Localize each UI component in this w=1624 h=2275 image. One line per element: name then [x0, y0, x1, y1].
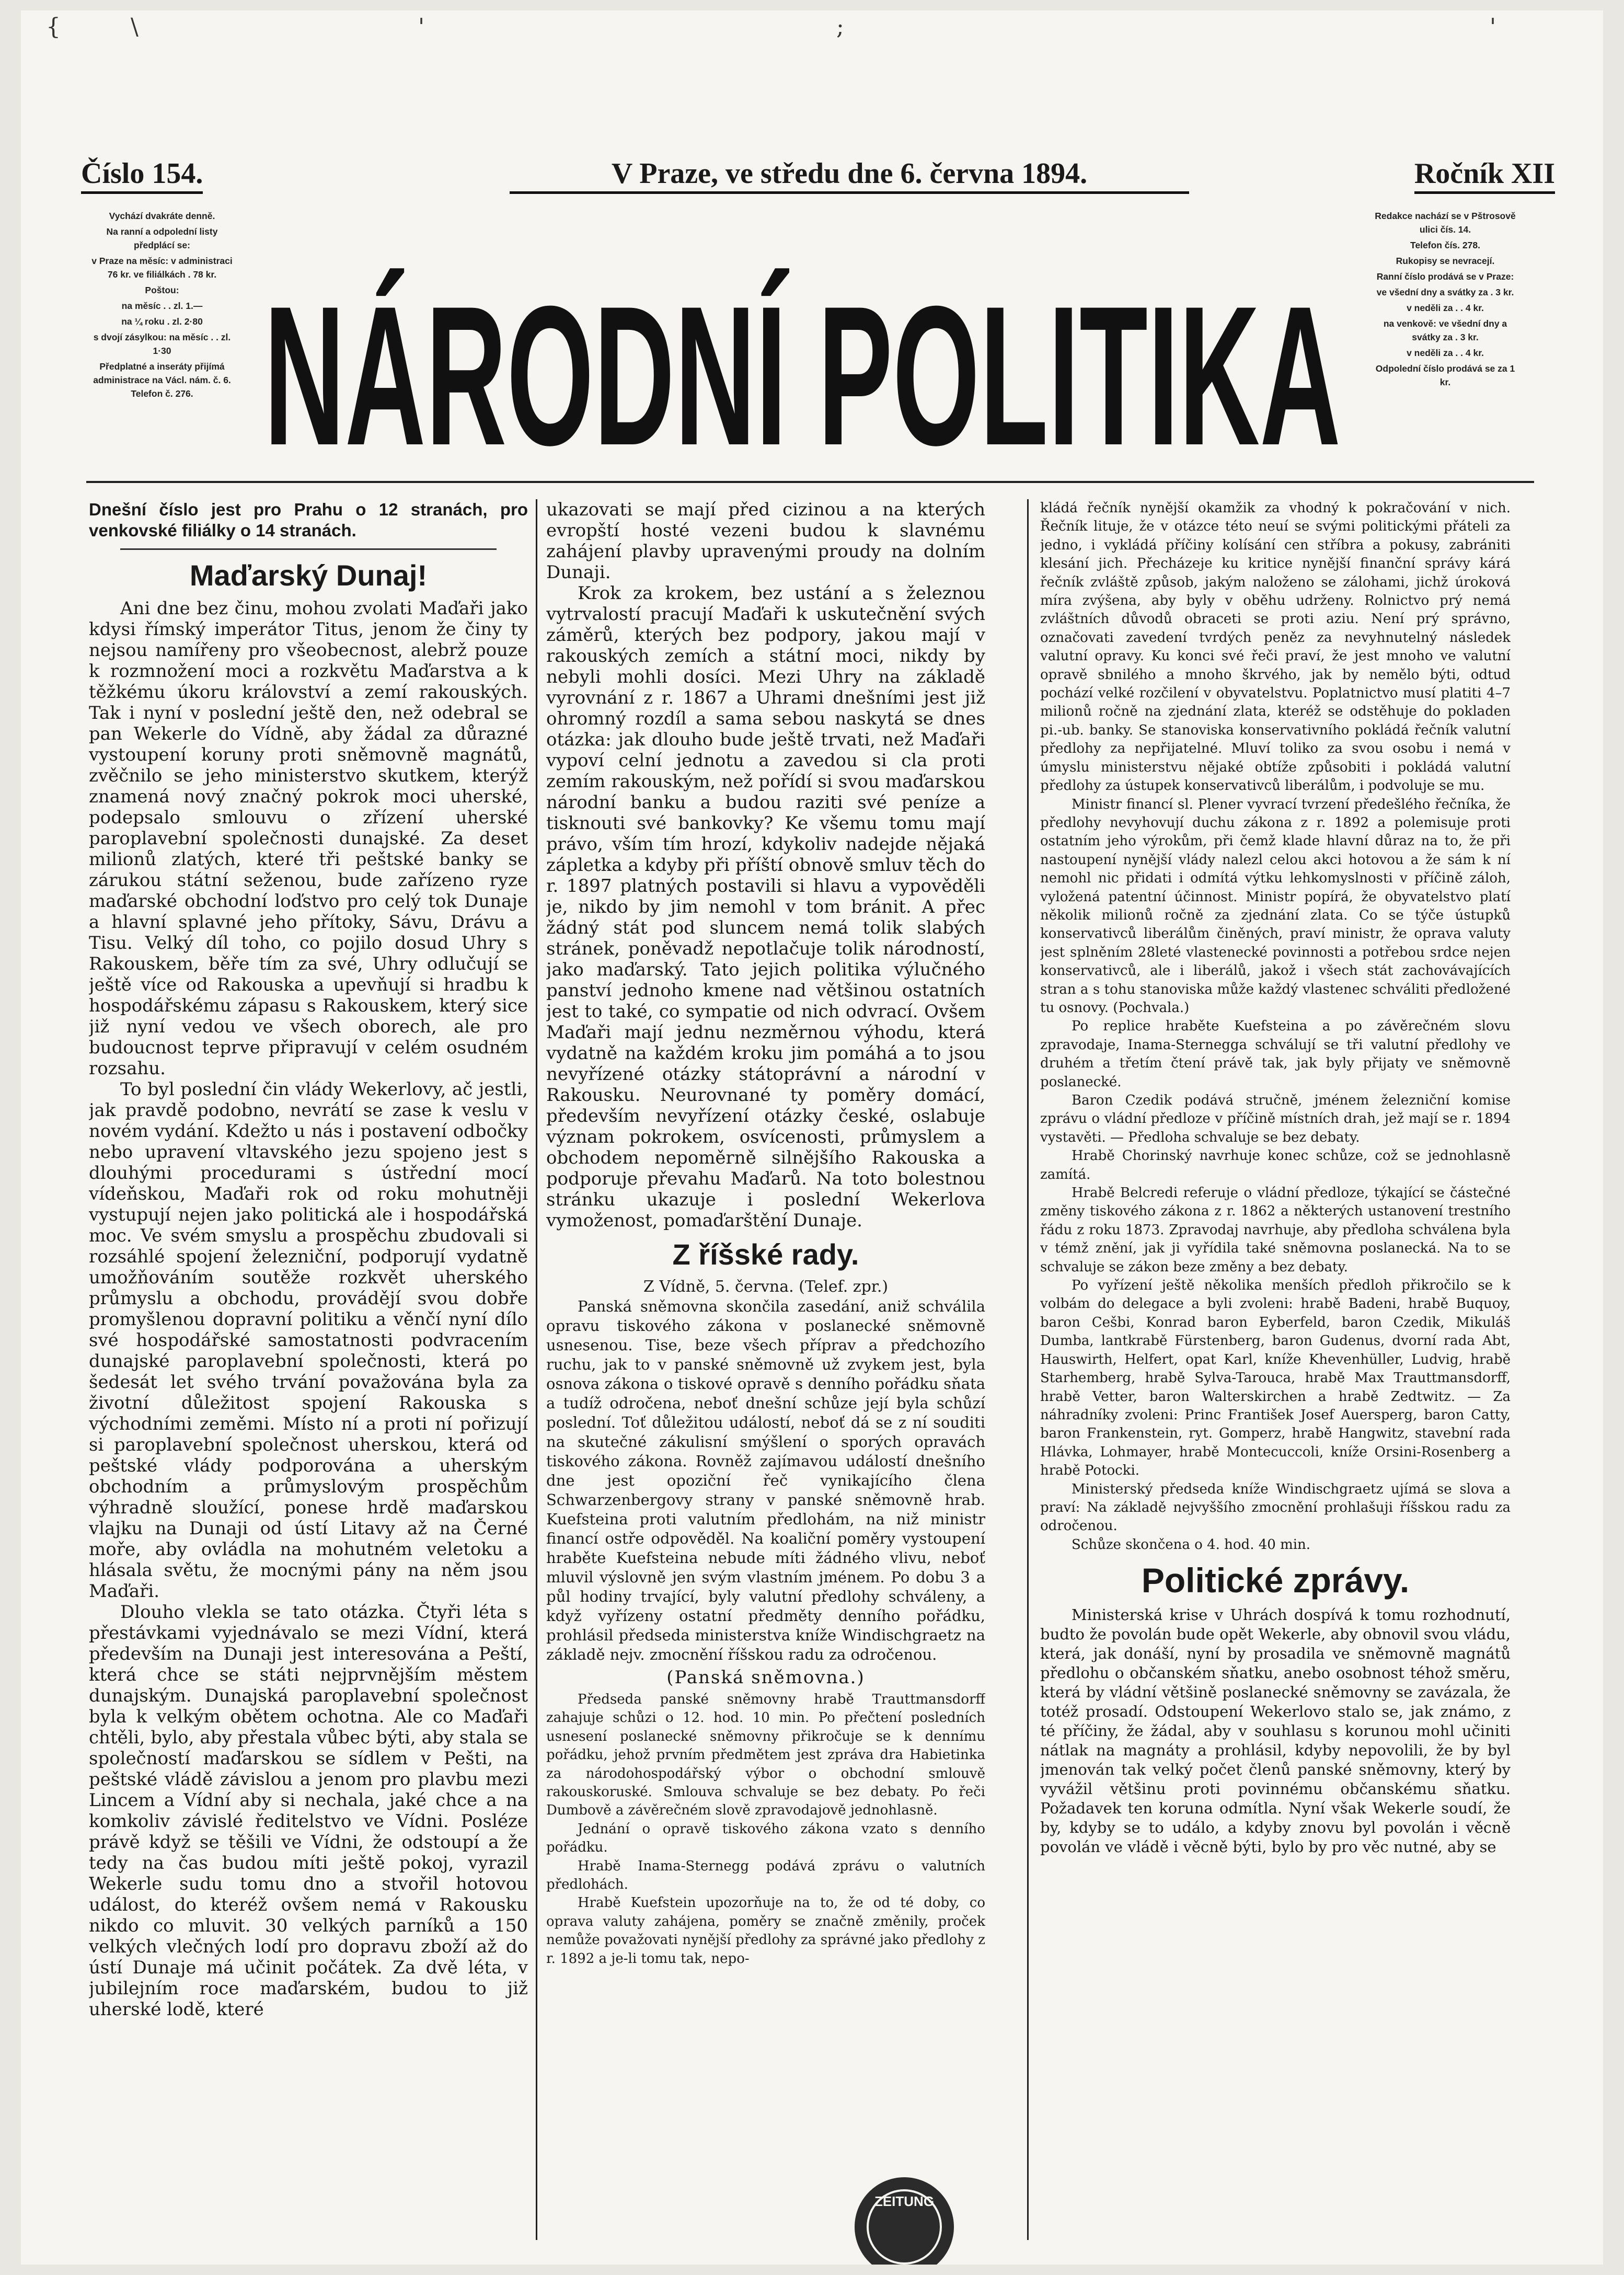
article-paragraph: ukazovati se mají před cizinou a na kterých evropští hosté vezeni budou k slavnému zahájení plavby upravenými proudy na dolním Dunaji. — [546, 499, 985, 583]
separator — [120, 548, 497, 550]
article-paragraph: Krok za krokem, bez ustání a s železnou vytrvalostí pracují Maďaři k uskutečnění svých záměrů, kterých bez podpory, jakou mají v rakouských zemích a státní moci, nikdy by nebyli mohli dosíci. Mezi Uhry na základě vyrovnání z r. 1867 a Uhrami dnešními jest již ohromný rozdíl a sama sebou naskytá se dnes otázka: jak dlouho bude ještě trvati, než Maďaři vypoví celní jednotu a zavedou si cla proti zemím rakouským, než pořídí si svou maďarskou národní banku a budou raziti své peníze a tisknouti své bankovky? Ke všemu tomu mají právo, vším tím hrozí, kdykoliv nadejde nějaká zápletka a kdyby při příští obnově smluv těch do r. 1897 platných postavili si hlavu a vypověděli je, nikdo by jim nemohl v tom bránit. A přec žádný stát pod sluncem nemá tolik slabých stránek, poněvadž nepotlačuje tolik národností, jako maďarský. Tato jejich politika výlučného panství jednoho kmene nad většinou ostatních jest to také, co sympatie od nich odvrací. Ovšem Maďaři mají jednu nezměrnou výhodu, která vydatně na každém kroku jim pomáhá a to jsou nevyřízené otázky státoprávní a národní v Rakousku. Neurovnané ty poměry domácí, především nevyřízení otázky české, oslabuje význam pokrokem, osvícenosti, průmyslem a obchodem nepoměrně silnějšího Rakouska a podporuje převahu Maďarů. Na toto bolestnou stránku ukazuje i poslední Wekerlova vymoženost, pomaďarštění Dunaje. — [546, 583, 985, 1231]
report-paragraph: Po replice hraběte Kuefsteina a po závěrečném slovu zpravodaje, Inama-Sternegga schválují se tři valutní předlohy ve druhém a třetím čtení právě tak, jak byly přijaty ve sněmovně poslanecké. — [1040, 1018, 1511, 1090]
side-line: Ranní číslo prodává se v Praze: — [1376, 271, 1514, 282]
report-paragraph: Předseda panské sněmovny hrabě Trauttmansdorff zahajuje schůzi o 12. hod. 10 min. Po přečtení posledních usnesení poslanecké sněmovny přikročuje se k dennímu pořádku, jehož prvním předmětem jest zpráva dra Habietinka za národohospodářský výbor o obchodní smlouvě rakouskoruské. Smlouva schvaluje se bez debaty. Po řeči Dumbově a závěrečném slově zpravodajově jednohlasně. — [546, 1692, 985, 1819]
section-heading: Politické zprávy. — [1141, 1561, 1410, 1600]
library-stamp — [852, 2169, 957, 2265]
column-1 — [89, 499, 528, 2245]
edge-mark: { — [46, 14, 61, 40]
edge-mark: ' — [1490, 14, 1496, 40]
side-line: na venkově: ve všední dny a svátky za . 3 kr. — [1383, 318, 1507, 342]
side-line: na ¼ roku . zl. 2·80 — [121, 316, 203, 327]
column-2 — [546, 499, 985, 2245]
side-line: Redakce nachází se v Pštrosově ulici čís. 14. — [1375, 211, 1516, 235]
dateline: Z Vídně, 5. června. (Telef. zpr.) — [643, 1278, 889, 1296]
side-line: v neděli za . . 4 kr. — [1407, 348, 1484, 358]
side-line: Předplatné a inseráty přijímá administrace na Václ. nám. č. 6. Telefon č. 276. — [93, 361, 231, 399]
side-line: Rukopisy se nevracejí. — [1396, 256, 1495, 266]
side-line: ve všední dny a svátky za . 3 kr. — [1376, 287, 1514, 297]
side-line: s dvojí zásylkou: na měsíc . . zl. 1·30 — [93, 332, 231, 356]
report-paragraph: Baron Czedik podává stručně, jménem železniční komise zprávu o vládní předloze v příčině místních drah, jež mají se r. 1894 vystavěti. — Předloha schvaluje se bez debaty. — [1040, 1093, 1511, 1145]
report-paragraph: Ministerský předseda kníže Windischgraetz ujímá se slova a praví: Na základě nejvyššího zmocnění prohlašuji říšskou radu za odročenou. — [1040, 1481, 1511, 1534]
side-line: Telefon čís. 278. — [1410, 240, 1480, 250]
report-paragraph: Ministr financí sl. Plener vyvrací tvrzení předešlého řečníka, že předlohy nevyhovují duchu zákona z r. 1892 a polemisuje proti ostatním jeho výrokům, při čemž klade hlavní důraz na to, že při nastoupení nynější vlády nalezl celou akci hotovou a že sám k ní nemohl nic přidati i odmítá výtku lehkomyslnosti v příčině záloh, vyložená patentní účinnost. Ministr popírá, že obyvatelstvo platí několik milionů ročně za zjednání zlata. Co se týče ústupků konservativců liberálům činěných, praví ministr, že oprava valuty jest splněním 28leté vlastenecké povinnosti a potřebou srdce nejen konservativců, ale i liberálů, jakož i všech stát zachovávajících stran a s tohu stanoviska může každý vlastenec schváliti předložené tu osnovy. (Pochvala.) — [1040, 796, 1511, 1016]
report-paragraph: Hrabě Kuefstein upozorňuje na to, že od té doby, co oprava valuty zahájena, poměry se značně změnily, proček nemůže považovati nynější předlohy za správné jako předlohy z r. 1892 a je-li tomu tak, nepo- — [546, 1895, 985, 1967]
editorial-info — [1369, 209, 1521, 391]
article-paragraph: Dlouho vlekla se tato otázka. Čtyři léta s přestávkami vyjednávalo se mezi Vídní, která především na Dunaji jest interesována a Peští, která chce se státi nejprvnějším městem dunajským. Dunajská paroplavební společnost byla k velkým obětem ochotna. Ale co Maďaři chtěli, bylo, aby přestala vůbec býti, aby stala se společností maďarskou se sídlem v Pešti, na peštské vládě závislou a jenom pro plavbu mezi Lincem a Vídní aby si nechala, jaké chce a na komkoliv závislé ředitelstvo ve Vídni. Posléze právě když se těšili ve Vídni, že odstoupí a že tedy na čas budou míti ještě pokoj, vyrazil Wekerle sudu tomu dno a stvořil hotovou událost, do kteréž ovšem nemá v Rakousku nikdo co mluvit. 30 velkých parníků a 150 velkých vlečných lodí pro dopravu zboží až do ústí Dunaje má učinit počátek. Za dvě léta, v jubilejním roce maďarském, budou to již uherské lodě, které — [89, 1602, 528, 2020]
side-line: Poštou: — [145, 285, 179, 295]
edge-mark: \ — [131, 14, 139, 40]
report-paragraph: kládá řečník nynější okamžik za vhodný k pokračování v nich. Řečník lituje, že v otázce této neuí se svými politickými přáteli za jedno, i vykládá příčiny kolísání cen stříbra a pokusy, zabrániti klesání jich. Přecházeje ku kritice nynější finanční správy kárá řečník zvláště způsob, jakým naloženo se zálohami, jichž úroková míra zvýšena, aby byly v oběhu udrženy. Rolnictvo prý nemá zvláštních důvodů obraceti se proti aziu. Není prý správno, označovati zavedení tvrdých peněz za nevyhnutelný následek valutní opravy. Ku konci své řeči praví, že jest mnoho ve valutní opravě sbnilého a mnoho škrvého, jak by nemělo býti, odtud pochází velké rozčilení v obyvatelstvu. Poplatnictvo musí platiti 4–7 milionů ročně na zjednání zlata, kteréž se odstěhuje do pokladen pi.-ub. banky. Se stanoviska konservativního pokládá řečník valutní předlohy za nepřijatelné. Mluví toliko za svou osobu i nemá v úmyslu ministerstvu nějaké obtíže způsobiti i pokládá valutní předlohy za ústupek konservativců liberálům, i podvoluje se mu. — [1040, 500, 1511, 794]
edge-mark: ' — [418, 14, 425, 40]
report-paragraph: Po vyřízení ještě několika menších předloh přikročilo se k volbám do delegace a byli zvoleni: hrabě Badeni, hrabě Buquoy, baron Cešbi, Konrad baron Eyberfeld, baron Czedik, Mikuláš Dumba, lantkrabě Fürstenberg, baron Gudenus, dvorní rada Abt, Hauswirth, Helfert, opat Karl, kníže Khevenhüller, Ludvig, hrabě Starhemberg, hrabě Sylva-Tarouca, hrabě Max Trauttmansdorff, hrabě Vetter, baron Walterskirchen a hrabě Zedtwitz. — Za náhradníky zvoleni: Princ František Josef Auersperg, baron Catty, baron Frankenstein, ryt. Gomperz, hrabě Hangwitz, stavební rada Hlávka, Lohmayer, hrabě Montecuccoli, kníže Orsini-Rosenberg a hrabě Potocki. — [1040, 1278, 1511, 1479]
header-rule — [86, 481, 1534, 483]
report-paragraph: Hrabě Chorinský navrhuje konec schůze, což se jednohlasně zamítá. — [1040, 1148, 1511, 1182]
side-line: v Praze na měsíc: v administraci 76 kr. ve filiálkách . 78 kr. — [91, 256, 233, 280]
section-heading: Z říšské rady. — [672, 1238, 859, 1271]
side-line: na měsíc . . zl. 1.— — [121, 301, 203, 311]
side-line: Na ranní a odpolední listy předplácí se: — [106, 226, 218, 250]
masthead-text: NÁRODNÍ POLITIKA — [264, 265, 1341, 470]
volume-number: Ročník XII — [1414, 157, 1555, 194]
page-edge-marks — [21, 10, 1603, 42]
report-paragraph: Panská sněmovna skončila zasedání, aniž schválila opravu tiskového zákona v poslanecké sněmovně usnesenou. Tise, beze všech příprav a předchozího ruchu, jak to v panské sněmovně už zvykem jest, byla osnova zákona o tiskové opravě s denního pořádku sňata a tudíž odročena, neboť dnešní schůze její byla schůzí poslední. Toť důležitou událostí, neboť dá se z ní souditi na skutečné zákulisní smýšlení o sporých opravách tiskového zákona. Rovněž zajímavou událostí dnešního dne jest opoziční řeč vynikajícího člena Schwarzenbergovy strany v panské sněmovně hrab. Kuefsteina proti valutním předlohám, na niž ministr financí ostře odpověděl. Na koaliční poměry vystoupení hraběte Kuefsteina nebude míti žádného vlivu, neboť mluvil výslovně jen svým vlastním jménem. Po dobu 3 a půl hodiny trvající, byly valutní předlohy schváleny, a když vyřízeny ostatní předměty denního pořádku, prohlásil předseda ministerstva kníže Windischgraetz na základě nejv. zmocnění říšskou radu za odročenou. — [546, 1297, 985, 1663]
edge-mark: ; — [836, 14, 844, 40]
newspaper-page — [21, 10, 1603, 2265]
subsection-heading: (Panská sněmovna.) — [666, 1667, 865, 1688]
article-paragraph: Ani dne bez činu, mohou zvolati Maďaři jako kdysi římský imperátor Titus, jenom že činy ty nejsou namířeny pro všeobecnost, alebrž pouze k rozmnožení moci a rozkvětu Maďarstva a k těžkému úkoru království a zemí rakouských. Tak i nyní v poslední ještě den, než odebral se pan Wekerle do Vídně, aby žádal za důrazné vystoupení koruny proti sněmovně magnátů, zvěčnilo se jeho ministerstvo skutkem, kterýž znamená nový značný pokrok moci uherské, podepsalo smlouvu o zřízení uherské paroplavební společnosti dunajské. Za deset milionů zlatých, které tři peštské banky se zárukou státní seženou, bude zařízeno ryze maďarské obchodní loďstvo pro celý tok Dunaje a hlavní splavné jeho přítoky, Sávu, Drávu a Tisu. Velký díl toho, co pojilo dosud Uhry s Rakouskem, běře tím za své, Uhry odlučují se ještě více od Rakouska a upevňují si hradbu k hospodářskému zápasu s Rakouskem, který sice již nyní vedou ve všech oborech, ale pro budoucnost teprve připravují v celém osudném rozsahu. — [89, 598, 528, 1079]
news-paragraph: Ministerská krise v Uhrách dospívá k tomu rozhodnutí, budto že povolán bude opět Wekerle, aby obnovil svou vládu, která, jak donáší, nyní by prosadila ve sněmovně magnátů předlohu o občanském sňatku, anebo osobnost téhož směru, která by vládní většině poslanecké sněmovny se zavázala, že totéž prosadí. Odstoupení Wekerlovo stalo se, jak známo, z té příčiny, že žádal, aby v souhlasu s korunou mohl učiniti nátlak na magnáty a prohlásil, kdyby nepovolili, že by byl jmenován tak velký počet členů panské sněmovny, který by vyvážil většinu proti povinnému občanskému sňatku. Požadavek ten koruna odmítla. Nyní však Wekerle soudí, že by, kdyby se to událo, a kdyby znovu byl povolán i věcně povolán ve vládě i věcně býti, bylo by pro věc nutné, aby se — [1040, 1606, 1511, 1856]
side-line: v neděli za . . 4 kr. — [1407, 303, 1484, 313]
issue-date: V Praze, ve středu dne 6. června 1894. — [510, 157, 1189, 194]
column-3 — [1040, 499, 1511, 2245]
article-heading: Maďarský Dunaj! — [189, 559, 428, 592]
issue-line — [81, 152, 1565, 199]
report-paragraph: Hrabě Inama-Sternegg podává zprávu o valutních předlohách. — [546, 1858, 985, 1893]
article-paragraph: To byl poslední čin vlády Wekerlovy, ač jestli, jak pravdě podobno, nevrátí se zase k veslu v novém vydání. Kdežto u nás i postavení odbočky nebo upravení vltavského jezu spojeno jest s dlouhými procedurami s ústřední mocí vídeňskou, Maďaři rok od roku mohutněji vystupují nejen jako politická ale i hospodářská moc. Ve svém smyslu a prospěchu zbudovali si rozsáhlé spojení železniční, podporují vydatně umožňováním soutěže rozkvět uherského průmyslu a obchodu, provádějí svou dobře promyšlenou dopravní politiku a věnčí nyní dílo své hospodářské samostatnosti podvracením dunajské paroplavební společnosti, která po šedesát let svého trvání považována byla za životní důležitost spojení Rakouska s východními zeměmi. Místo ní a proti ní pořizují si paroplavební společnost uherskou, která od peštské vlády podporována a uherským obchodním a průmyslovým prospěchům výhradně sloužící, ponese hrdě maďarskou vlajku na Dunaji od ústí Litavy až na Černé moře, aby ovládla na mohutném veletoku a hlásala světu, že mocnými pány na něm jsou Maďaři. — [89, 1079, 528, 1602]
lead-notice: Dnešní číslo jest pro Prahu o 12 stranách, pro venkovské filiálky o 14 stranách. — [89, 500, 528, 540]
stamp-text: ZEITUNG — [874, 2193, 935, 2209]
column-rule — [536, 499, 537, 2240]
column-rule — [1027, 499, 1029, 2240]
masthead-title — [256, 199, 1349, 470]
report-paragraph: Schůze skončena o 4. hod. 40 min. — [1072, 1536, 1311, 1553]
report-paragraph: Jednání o opravě tiskového zákona vzato s denního pořádku. — [546, 1821, 985, 1856]
side-line: Vychází dvakráte denně. — [109, 211, 215, 221]
issue-number: Číslo 154. — [81, 157, 203, 194]
side-line: Odpolední číslo prodává se za 1 kr. — [1375, 363, 1515, 387]
subscription-info — [86, 209, 238, 403]
report-paragraph: Hrabě Belcredi referuje o vládní předloze, týkající se částečné změny tiskového zákona z r. 1862 a některých ustanovení trestního řádu z roku 1873. Zpravodaj navrhuje, aby předloha schválena byla v témž znění, jak ji vyřídila také sněmovna poslanecká. Na to se schvaluje se zákon beze změny a bez debaty. — [1040, 1185, 1511, 1275]
